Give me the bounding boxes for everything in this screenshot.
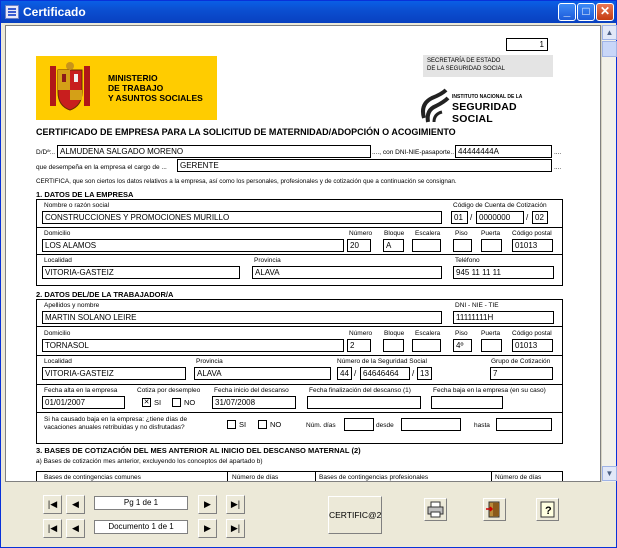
coat-of-arms-icon xyxy=(48,62,92,114)
s2-num-label: Número xyxy=(349,330,373,337)
dd-field[interactable]: ALMUDENA SALGADO MORENO xyxy=(57,145,371,158)
ministerio-text xyxy=(108,73,203,103)
vac-si-label: SI xyxy=(239,420,247,429)
cotiza-si-label: SI xyxy=(154,398,162,407)
printer-icon xyxy=(425,499,446,520)
s1-esc-field[interactable] xyxy=(412,239,441,252)
s1-divider-1 xyxy=(36,227,563,228)
fin-label: Fecha finalización del descanso (1) xyxy=(309,387,411,394)
dias-label: Núm. días xyxy=(306,422,336,429)
s3-vdiv-3 xyxy=(491,471,492,482)
s1-num-field[interactable]: 20 xyxy=(347,239,371,252)
razon-label: Nombre o razón social xyxy=(44,202,110,209)
s2-divider-2 xyxy=(36,355,563,356)
s1-loc-field[interactable]: VITORIA-GASTEIZ xyxy=(42,266,240,279)
last-page-button[interactable] xyxy=(226,495,245,514)
section-3-title: 3. BASES DE COTIZACIÓN DEL MES ANTERIOR AL INICIO DEL DESCANSO MATERNAL (2) xyxy=(36,446,361,455)
ccc-slash-1: / xyxy=(470,213,473,222)
s3-col-2: Número de días xyxy=(232,474,279,481)
scroll-thumb[interactable] xyxy=(602,41,617,57)
s1-dom-label: Domicilio xyxy=(44,230,71,237)
vac-no-checkbox[interactable] xyxy=(258,420,267,429)
grupo-field[interactable]: 7 xyxy=(490,367,553,380)
section-2-title: 2. DATOS DEL/DE LA TRABAJADOR/A xyxy=(36,290,174,299)
previous-page-button[interactable] xyxy=(66,495,85,514)
s3-col-1: Bases de contingencias comunes xyxy=(44,474,141,481)
s1-piso-field[interactable] xyxy=(453,239,472,252)
last-document-icon: ▶| xyxy=(230,523,241,533)
dni-label: ...., con DNI-NIE-pasaporte.. xyxy=(372,149,455,156)
print-button[interactable] xyxy=(424,498,447,521)
s1-tel-label: Teléfono xyxy=(455,257,480,264)
s2-puerta-label: Puerta xyxy=(481,330,501,337)
first-document-icon: |◀ xyxy=(47,523,58,533)
first-document-button[interactable] xyxy=(43,519,62,538)
s1-loc-label: Localidad xyxy=(44,257,72,264)
maximize-button[interactable] xyxy=(577,3,595,21)
cotiza-no-checkbox[interactable] xyxy=(172,398,181,407)
s3-col-3: Bases de contingencias profesionales xyxy=(319,474,429,481)
ccc-field-1[interactable]: 01 xyxy=(451,211,468,224)
certifica-text: CERTIFICA, que son ciertos los datos relativos a la empresa, así como los personales, profesionales y de cotización que a continuación se consignan. xyxy=(36,178,457,185)
vac-label-2: vacaciones anuales retribuidas y no disfrutadas? xyxy=(44,424,185,431)
document-viewport xyxy=(5,25,601,482)
vac-si-checkbox[interactable] xyxy=(227,420,236,429)
s2-piso-field[interactable]: 4º xyxy=(453,339,472,352)
seguridad-social-text: SEGURIDAD SOCIAL xyxy=(452,101,517,125)
first-page-button[interactable] xyxy=(43,495,62,514)
ministerio-line-2: DE TRABAJO xyxy=(108,83,164,93)
vac-no-label: NO xyxy=(270,420,282,429)
inss-logo xyxy=(418,86,553,126)
minimize-icon: _ xyxy=(563,4,571,18)
s2-cp-label: Código postal xyxy=(512,330,552,337)
title-bar[interactable] xyxy=(1,1,616,23)
s2-divider-3 xyxy=(36,384,563,385)
fin-field[interactable] xyxy=(307,396,421,409)
nss-slash-2: / xyxy=(412,369,415,378)
scroll-up-icon[interactable]: ▲ xyxy=(602,25,617,40)
inicio-field[interactable]: 31/07/2008 xyxy=(212,396,296,409)
s1-cp-label: Código postal xyxy=(512,230,552,237)
ccc-slash-2: / xyxy=(526,213,529,222)
s1-puerta-field[interactable] xyxy=(481,239,502,252)
s2-dni-label: DNI - NIE - TIE xyxy=(455,302,499,309)
baja-label: Fecha baja en la empresa (en su caso) xyxy=(433,387,546,394)
s2-cp-field[interactable]: 01013 xyxy=(512,339,553,352)
secretaria-line-2: DE LA SEGURIDAD SOCIAL xyxy=(427,66,506,72)
previous-document-icon: ◀ xyxy=(72,523,79,533)
document-indicator: Documento 1 de 1 xyxy=(94,520,188,534)
cotiza-si-checkbox[interactable]: ✕ xyxy=(143,399,150,406)
ape-label: Apellidos y nombre xyxy=(44,302,100,309)
s1-dom-field[interactable]: LOS ALAMOS xyxy=(42,239,344,252)
s2-divider-1 xyxy=(36,326,563,327)
section-1-title: 1. DATOS DE LA EMPRESA xyxy=(36,190,134,199)
s2-esc-label: Escalera xyxy=(415,330,441,337)
s2-puerta-field[interactable] xyxy=(481,339,502,352)
s2-dni-field[interactable]: 11111111H xyxy=(453,311,554,324)
nss-field-1[interactable]: 44 xyxy=(337,367,352,380)
s2-piso-label: Piso xyxy=(455,330,468,337)
vertical-scrollbar[interactable] xyxy=(601,25,616,482)
dias-field[interactable] xyxy=(344,418,374,431)
s1-piso-label: Piso xyxy=(455,230,468,237)
last-page-icon: ▶| xyxy=(230,499,241,509)
navigation-footer xyxy=(1,483,616,547)
ccc-field-2[interactable]: 0000000 xyxy=(476,211,524,224)
nss-field-2[interactable]: 64646464 xyxy=(360,367,410,380)
s1-puerta-label: Puerta xyxy=(481,230,501,237)
s3-vdiv-2 xyxy=(315,471,316,482)
inss-swirl-icon xyxy=(418,88,452,124)
secretaria-text xyxy=(427,57,505,73)
dots-1: .... xyxy=(554,149,562,156)
close-icon: ✕ xyxy=(599,4,611,18)
s2-bloque-label: Bloque xyxy=(384,330,405,337)
s2-loc-label: Localidad xyxy=(44,358,72,365)
grupo-label: Grupo de Cotización xyxy=(491,358,551,365)
s2-bloque-field[interactable] xyxy=(383,339,404,352)
exit-door-icon xyxy=(484,499,505,520)
alta-field[interactable]: 01/01/2007 xyxy=(42,396,125,409)
ccc-field-3[interactable]: 02 xyxy=(532,211,548,224)
page-indicator: Pg 1 de 1 xyxy=(94,496,188,510)
secretaria-line-1: SECRETARÍA DE ESTADO xyxy=(427,58,501,64)
cotiza-no-label: NO xyxy=(184,398,196,407)
section-3-subtitle: a) Bases de cotización mes anterior, excluyendo los conceptos del apartado b) xyxy=(36,458,263,465)
instituto-text: INSTITUTO NACIONAL DE LA xyxy=(452,94,523,100)
page-number-field[interactable]: 1 xyxy=(506,38,548,51)
ministerio-logo xyxy=(36,56,217,120)
s2-dom-field[interactable]: TORNASOL xyxy=(42,339,344,352)
s2-prov-field[interactable]: ALAVA xyxy=(194,367,331,380)
hasta-label: hasta xyxy=(474,422,490,429)
next-page-icon: ▶ xyxy=(204,499,211,509)
s2-divider-4 xyxy=(36,412,563,413)
first-page-icon: |◀ xyxy=(47,499,58,509)
alta-label: Fecha alta en la empresa xyxy=(44,387,118,394)
window-title: Certificado xyxy=(23,5,86,19)
vac-label-1: Si ha causado baja en la empresa: ¿tiene días de xyxy=(44,416,188,423)
dd-label: D/Dª:.. xyxy=(36,149,56,156)
desde-label: desde xyxy=(376,422,394,429)
s2-dom-label: Domicilio xyxy=(44,330,71,337)
previous-page-icon: ◀ xyxy=(72,499,79,509)
s3-vdiv-1 xyxy=(227,471,228,482)
secretaria-box xyxy=(423,55,553,77)
nss-label: Número de la Seguridad Social xyxy=(337,358,427,365)
desde-field[interactable] xyxy=(401,418,461,431)
next-page-button[interactable] xyxy=(198,495,217,514)
s1-prov-field[interactable]: ALAVA xyxy=(252,266,442,279)
dots-2: .... xyxy=(554,164,562,171)
certificate-title: CERTIFICADO DE EMPRESA PARA LA SOLICITUD DE MATERNIDAD/ADOPCIÓN O ACOGIMIENTO xyxy=(36,127,456,137)
hasta-field[interactable] xyxy=(496,418,552,431)
last-document-button[interactable] xyxy=(226,519,245,538)
inicio-label: Fecha inicio del descanso xyxy=(214,387,289,394)
next-document-icon: ▶ xyxy=(204,523,211,533)
s1-divider-2 xyxy=(36,254,563,255)
s2-loc-field[interactable]: VITORIA-GASTEIZ xyxy=(42,367,186,380)
nss-slash-1: / xyxy=(354,369,357,378)
s3-col-4: Número de días xyxy=(495,474,542,481)
document-icon xyxy=(5,5,19,19)
s2-prov-label: Provincia xyxy=(196,358,223,365)
previous-document-button[interactable] xyxy=(66,519,85,538)
scroll-down-icon[interactable]: ▼ xyxy=(602,466,617,481)
minimize-button[interactable] xyxy=(558,3,576,21)
cotiza-label: Cotiza por desempleo xyxy=(137,387,201,394)
s1-num-label: Número xyxy=(349,230,373,237)
ccc-label: Código de Cuenta de Cotización xyxy=(453,202,547,209)
ministerio-line-3: Y ASUNTOS SOCIALES xyxy=(108,93,203,103)
nss-field-3[interactable]: 13 xyxy=(417,367,432,380)
ministerio-line-1: MINISTERIO xyxy=(108,73,158,83)
s1-cp-field[interactable]: 01013 xyxy=(512,239,553,252)
s2-esc-field[interactable] xyxy=(412,339,441,352)
baja-field[interactable] xyxy=(431,396,503,409)
exit-button[interactable] xyxy=(483,498,506,521)
cargo-label: que desempeña en la empresa el cargo de ... xyxy=(36,164,167,171)
dni-field[interactable]: 44444444A xyxy=(455,145,552,158)
s1-prov-label: Provincia xyxy=(254,257,281,264)
certifica-button[interactable]: CERTIFIC@2 xyxy=(328,496,382,534)
help-button[interactable] xyxy=(536,498,559,521)
s1-bloque-label: Bloque xyxy=(384,230,405,237)
s1-tel-field[interactable]: 945 11 11 11 xyxy=(453,266,554,279)
maximize-icon: □ xyxy=(582,4,590,18)
svg-text:?: ? xyxy=(545,505,552,517)
razon-field[interactable]: CONSTRUCCIONES Y PROMOCIONES MURILLO xyxy=(42,211,442,224)
s2-num-field[interactable]: 2 xyxy=(347,339,371,352)
help-icon xyxy=(537,499,558,520)
close-button[interactable] xyxy=(596,3,614,21)
s1-bloque-field[interactable]: A xyxy=(383,239,404,252)
cargo-field[interactable]: GERENTE xyxy=(177,159,552,172)
next-document-button[interactable] xyxy=(198,519,217,538)
s1-esc-label: Escalera xyxy=(415,230,441,237)
ape-field[interactable]: MARTIN SOLANO LEIRE xyxy=(42,311,442,324)
